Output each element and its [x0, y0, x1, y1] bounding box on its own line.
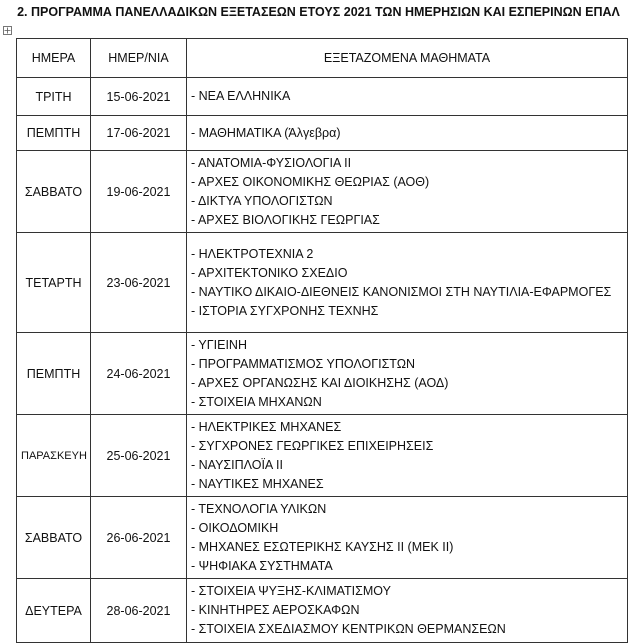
row-date: 25-06-2021	[91, 415, 187, 497]
subject-item: - ΔΙΚΤΥΑ ΥΠΟΛΟΓΙΣΤΩΝ	[191, 193, 333, 208]
table-row	[17, 497, 628, 579]
row-day: ΠΑΡΑΣΚΕΥΗ	[17, 415, 91, 497]
subject-item: - ΟΙΚΟΔΟΜΙΚΗ	[191, 520, 279, 535]
table-row	[17, 78, 628, 116]
subject-item: - ΚΙΝΗΤΗΡΕΣ ΑΕΡΟΣΚΑΦΩΝ	[191, 603, 360, 617]
row-date: 23-06-2021	[91, 233, 187, 333]
subject-item: - ΑΡΧΙΤΕΚΤΟΝΙΚΟ ΣΧΕΔΙΟ	[191, 265, 348, 280]
row-date: 15-06-2021	[91, 78, 187, 116]
subject-item: - ΗΛΕΚΤΡΟΤΕΧΝΙΑ 2	[191, 246, 314, 261]
subject-item: - ΣΥΓΧΡΟΝΕΣ ΓΕΩΡΓΙΚΕΣ ΕΠΙΧΕΙΡΗΣΕΙΣ	[191, 438, 434, 453]
subject-item: - ΜΗΧΑΝΕΣ ΕΣΩΤΕΡΙΚΗΣ ΚΑΥΣΗΣ ΙΙ (ΜΕΚ ΙΙ)	[191, 539, 454, 554]
subject-item: - ΣΤΟΙΧΕΙΑ ΨΥΞΗΣ-ΚΛΙΜΑΤΙΣΜΟΥ	[191, 584, 391, 598]
row-day: ΤΡΙΤΗ	[17, 78, 91, 116]
subject-item: - ΥΓΙΕΙΝΗ	[191, 337, 247, 352]
table-header-row	[17, 39, 628, 78]
subject-item: - ΝΑΥΤΙΚΟ ΔΙΚΑΙΟ-ΔΙΕΘΝΕΙΣ ΚΑΝΟΝΙΣΜΟΙ ΣΤΗ ΝΑΥΤΙΛΙΑ-ΕΦΑΡΜΟΓΕΣ	[191, 284, 612, 299]
subject-item: - ΝΑΥΤΙΚΕΣ ΜΗΧΑΝΕΣ	[191, 476, 324, 491]
row-subjects	[187, 78, 628, 116]
row-date: 17-06-2021	[91, 116, 187, 151]
row-subjects	[187, 579, 628, 643]
subject-item: - ΝΑΥΣΙΠΛΟΪΑ ΙΙ	[191, 457, 283, 472]
table-row	[17, 151, 628, 233]
table-row	[17, 233, 628, 333]
header-date: ΗΜΕΡ/ΝΙΑ	[91, 39, 187, 78]
subject-item: - ΜΑΘΗΜΑΤΙΚΑ (Άλγεβρα)	[191, 125, 341, 140]
row-date: 26-06-2021	[91, 497, 187, 579]
subject-item: - ΝΕΑ ΕΛΛΗΝΙΚΑ	[191, 89, 291, 103]
page-title: 2. ΠΡΟΓΡΑΜΜΑ ΠΑΝΕΛΛΑΔΙΚΩΝ ΕΞΕΤΑΣΕΩΝ ΕΤΟΥΣ 2021 ΤΩΝ ΗΜΕΡΗΣΙΩΝ ΚΑΙ ΕΣΠΕΡΙΝΩΝ ΕΠΑΛ	[17, 5, 620, 19]
table-row	[17, 116, 628, 151]
subject-item: - ΤΕΧΝΟΛΟΓΙΑ ΥΛΙΚΩΝ	[191, 501, 327, 516]
row-day: ΠΕΜΠΤΗ	[17, 116, 91, 151]
row-subjects	[187, 333, 628, 415]
subject-item: - ΠΡΟΓΡΑΜΜΑΤΙΣΜΟΣ ΥΠΟΛΟΓΙΣΤΩΝ	[191, 356, 416, 371]
subject-item: - ΑΡΧΕΣ ΒΙΟΛΟΓΙΚΗΣ ΓΕΩΡΓΙΑΣ	[191, 212, 380, 227]
row-day: ΣΑΒΒΑΤΟ	[17, 497, 91, 579]
subject-item: - ΣΤΟΙΧΕΙΑ ΜΗΧΑΝΩΝ	[191, 394, 322, 409]
subject-item: - ΗΛΕΚΤΡΙΚΕΣ ΜΗΧΑΝΕΣ	[191, 419, 342, 434]
row-subjects	[187, 415, 628, 497]
header-day: ΗΜΕΡΑ	[17, 39, 91, 78]
row-day: ΔΕΥΤΕΡΑ	[17, 579, 91, 643]
row-day: ΠΕΜΠΤΗ	[17, 333, 91, 415]
subject-item: - ΑΡΧΕΣ ΟΙΚΟΝΟΜΙΚΗΣ ΘΕΩΡΙΑΣ (ΑΟΘ)	[191, 174, 430, 189]
subject-item: - ΑΝΑΤΟΜΙΑ-ΦΥΣΙΟΛΟΓΙΑ ΙΙ	[191, 155, 352, 170]
row-subjects	[187, 233, 628, 333]
subject-item: - ΙΣΤΟΡΙΑ ΣΥΓΧΡΟΝΗΣ ΤΕΧΝΗΣ	[191, 303, 379, 318]
header-subjects: ΕΞΕΤΑΖΟΜΕΝΑ ΜΑΘΗΜΑΤΑ	[187, 39, 628, 78]
subject-item: - ΨΗΦΙΑΚΑ ΣΥΣΤΗΜΑΤΑ	[191, 558, 333, 573]
row-date: 28-06-2021	[91, 579, 187, 643]
row-day: ΤΕΤΑΡΤΗ	[17, 233, 91, 333]
row-subjects	[187, 497, 628, 579]
row-day: ΣΑΒΒΑΤΟ	[17, 151, 91, 233]
move-arrows-icon[interactable]	[3, 26, 12, 35]
table-row	[17, 333, 628, 415]
row-date: 19-06-2021	[91, 151, 187, 233]
table-row	[17, 415, 628, 497]
row-subjects	[187, 116, 628, 151]
row-date: 24-06-2021	[91, 333, 187, 415]
subject-item: - ΣΤΟΙΧΕΙΑ ΣΧΕΔΙΑΣΜΟΥ ΚΕΝΤΡΙΚΩΝ ΘΕΡΜΑΝΣΕΩΝ	[191, 622, 506, 636]
row-subjects	[187, 151, 628, 233]
exam-schedule-table	[16, 38, 628, 643]
table-row	[17, 579, 628, 643]
subject-item: - ΑΡΧΕΣ ΟΡΓΑΝΩΣΗΣ ΚΑΙ ΔΙΟΙΚΗΣΗΣ (ΑΟΔ)	[191, 375, 449, 390]
